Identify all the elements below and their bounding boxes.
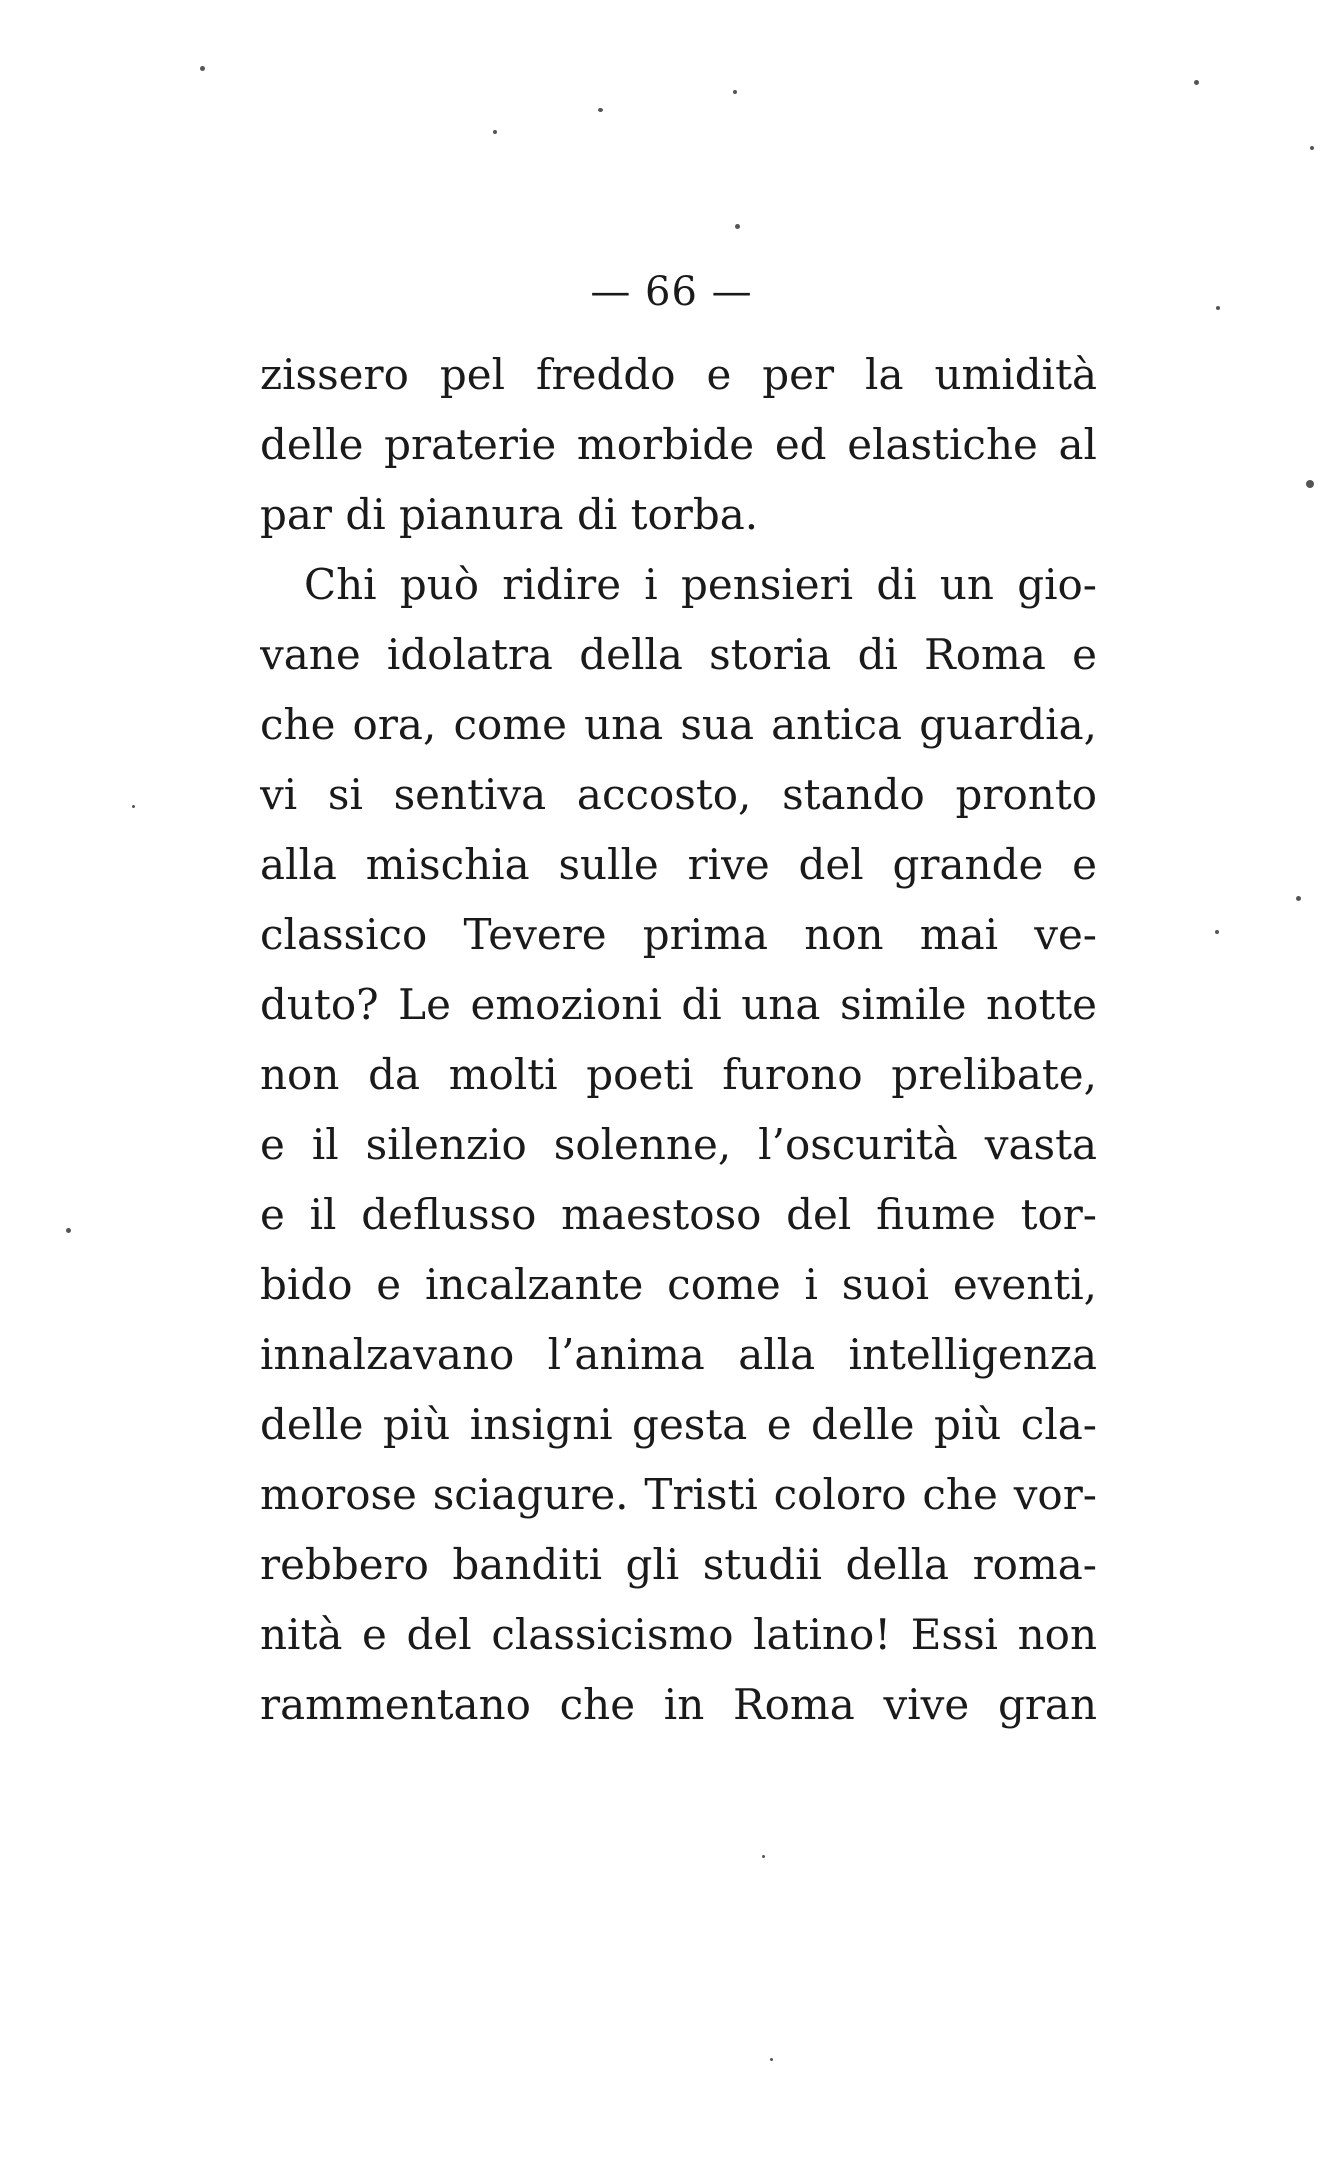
scan-speck (733, 90, 737, 94)
scan-speck (762, 1855, 765, 1858)
scan-speck (1296, 896, 1301, 901)
scan-speck (598, 108, 603, 112)
scan-speck (770, 2058, 773, 2061)
scan-speck (1310, 146, 1314, 150)
scan-speck (493, 130, 497, 134)
text-line: non da molti poeti furono prelibate, (260, 1050, 1097, 1099)
text-line: e il deflusso maestoso del fiume tor- (260, 1190, 1097, 1239)
scan-speck (1215, 930, 1219, 934)
text-line: nità e del classicismo latino! Essi non (260, 1610, 1097, 1659)
text-line: rebbero banditi gli studii della roma- (260, 1540, 1097, 1589)
page-number: — 66 — (590, 269, 753, 315)
text-line: bido e incalzante come i suoi eventi, (260, 1260, 1097, 1309)
text-line: morose sciagure. Tristi coloro che vor- (260, 1470, 1097, 1519)
scan-speck (200, 66, 205, 71)
text-line: innalzavano l’anima alla intelligenza (260, 1330, 1097, 1379)
text-line: vane idolatra della storia di Roma e (260, 630, 1097, 679)
scan-speck (1194, 80, 1199, 85)
body-text (260, 340, 1097, 1740)
scan-speck (1306, 480, 1314, 488)
text-line: classico Tevere prima non mai ve- (260, 910, 1097, 959)
text-line: rammentano che in Roma vive gran (260, 1680, 1097, 1729)
scan-speck (132, 805, 135, 808)
text-line: vi si sentiva accosto, stando pronto (260, 770, 1097, 819)
scan-speck (735, 224, 740, 229)
text-line: e il silenzio solenne, l’oscurità vasta (260, 1120, 1097, 1169)
text-line: Chi può ridire i pensieri di un gio- (304, 560, 1097, 609)
text-line: duto? Le emozioni di una simile notte (260, 980, 1097, 1029)
scan-speck (66, 1228, 71, 1233)
text-line: par di pianura di torba. (260, 490, 759, 539)
text-line: che ora, come una sua antica guardia, (260, 700, 1097, 749)
text-line: delle più insigni gesta e delle più cla- (260, 1400, 1097, 1449)
text-line: zissero pel freddo e per la umidità (260, 350, 1097, 399)
text-line: delle praterie morbide ed elastiche al (260, 420, 1097, 469)
text-line: alla mischia sulle rive del grande e (260, 840, 1097, 889)
